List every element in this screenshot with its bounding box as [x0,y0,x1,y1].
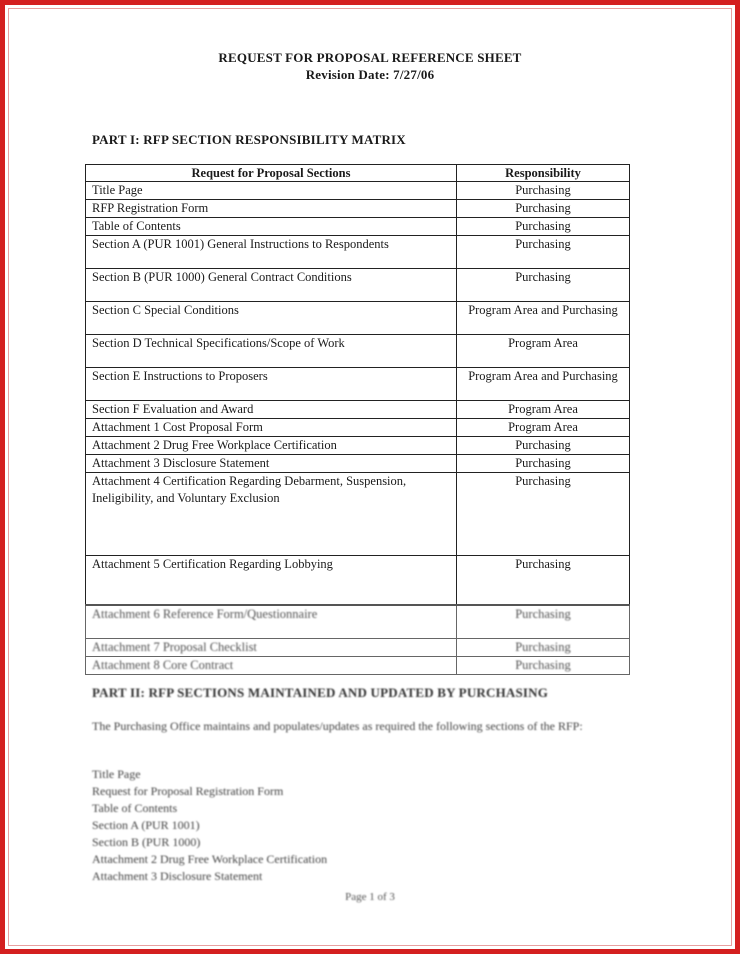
section-cell: Section A (PUR 1001) General Instructions to Respondents [86,236,457,269]
responsibility-cell: Purchasing [457,200,630,218]
section-cell: Attachment 1 Cost Proposal Form [86,419,457,437]
responsibility-cell: Purchasing [457,657,630,675]
responsibility-matrix-table [85,164,630,675]
column-header-sections: Request for Proposal Sections [86,165,457,182]
responsibility-cell: Program Area and Purchasing [457,368,630,401]
list-item: Section B (PUR 1000) [92,835,201,849]
responsibility-cell: Purchasing [457,639,630,657]
table-row [86,605,630,639]
list-item: Attachment 3 Disclosure Statement [92,869,263,883]
table-row [86,437,630,455]
page-number: Page 1 of 3 [345,891,395,903]
table-row [86,419,630,437]
table-row [86,200,630,218]
responsibility-cell: Program Area [457,419,630,437]
responsibility-cell: Purchasing [457,473,630,556]
responsibility-cell: Purchasing [457,455,630,473]
section-cell: Attachment 2 Drug Free Workplace Certification [86,437,457,455]
table-row [86,236,630,269]
section-cell: Section E Instructions to Proposers [86,368,457,401]
table-row [86,302,630,335]
section-cell: Table of Contents [86,218,457,236]
responsibility-cell: Program Area and Purchasing [457,302,630,335]
section-cell: Attachment 8 Core Contract [86,657,457,675]
table-row [86,657,630,675]
list-item: Attachment 2 Drug Free Workplace Certification [92,852,328,866]
responsibility-cell: Purchasing [457,437,630,455]
document-title: REQUEST FOR PROPOSAL REFERENCE SHEET [218,50,522,65]
table-row [86,401,630,419]
part1-heading: PART I: RFP SECTION RESPONSIBILITY MATRIX [92,132,406,147]
section-cell: Section C Special Conditions [86,302,457,335]
section-cell: Section B (PUR 1000) General Contract Conditions [86,269,457,302]
responsibility-cell: Program Area [457,335,630,368]
part2-heading: PART II: RFP SECTIONS MAINTAINED AND UPDATED BY PURCHASING [92,685,549,700]
responsibility-cell: Purchasing [457,556,630,606]
responsibility-cell: Purchasing [457,269,630,302]
table-row [86,269,630,302]
table-row [86,335,630,368]
list-item: Request for Proposal Registration Form [92,784,284,798]
list-item: Table of Contents [92,801,178,815]
part2-paragraph: The Purchasing Office maintains and populates/updates as required the following sections of the RFP: [92,719,583,733]
section-cell: Attachment 5 Certification Regarding Lobbying [86,556,457,606]
section-cell: Attachment 4 Certification Regarding Debarment, Suspension, Ineligibility, and Voluntary Exclusion [86,473,457,556]
list-item: Title Page [92,767,141,781]
table-header-row [86,165,630,182]
column-header-responsibility: Responsibility [457,165,630,182]
section-cell: Section D Technical Specifications/Scope of Work [86,335,457,368]
section-cell: Attachment 7 Proposal Checklist [86,639,457,657]
table-row [86,455,630,473]
section-cell: Section F Evaluation and Award [86,401,457,419]
section-cell: Attachment 3 Disclosure Statement [86,455,457,473]
table-row [86,556,630,606]
section-cell: Attachment 6 Reference Form/Questionnaire [86,605,457,639]
table-row [86,473,630,556]
table-row [86,368,630,401]
table-row [86,218,630,236]
section-cell: Title Page [86,182,457,200]
responsibility-cell: Purchasing [457,218,630,236]
revision-date: Revision Date: 7/27/06 [305,67,435,82]
list-item: Section A (PUR 1001) [92,818,200,832]
maintained-sections-list [92,766,327,885]
responsibility-cell: Purchasing [457,236,630,269]
responsibility-cell: Purchasing [457,182,630,200]
responsibility-cell: Purchasing [457,605,630,639]
table-row [86,182,630,200]
section-cell: RFP Registration Form [86,200,457,218]
table-row [86,639,630,657]
responsibility-cell: Program Area [457,401,630,419]
